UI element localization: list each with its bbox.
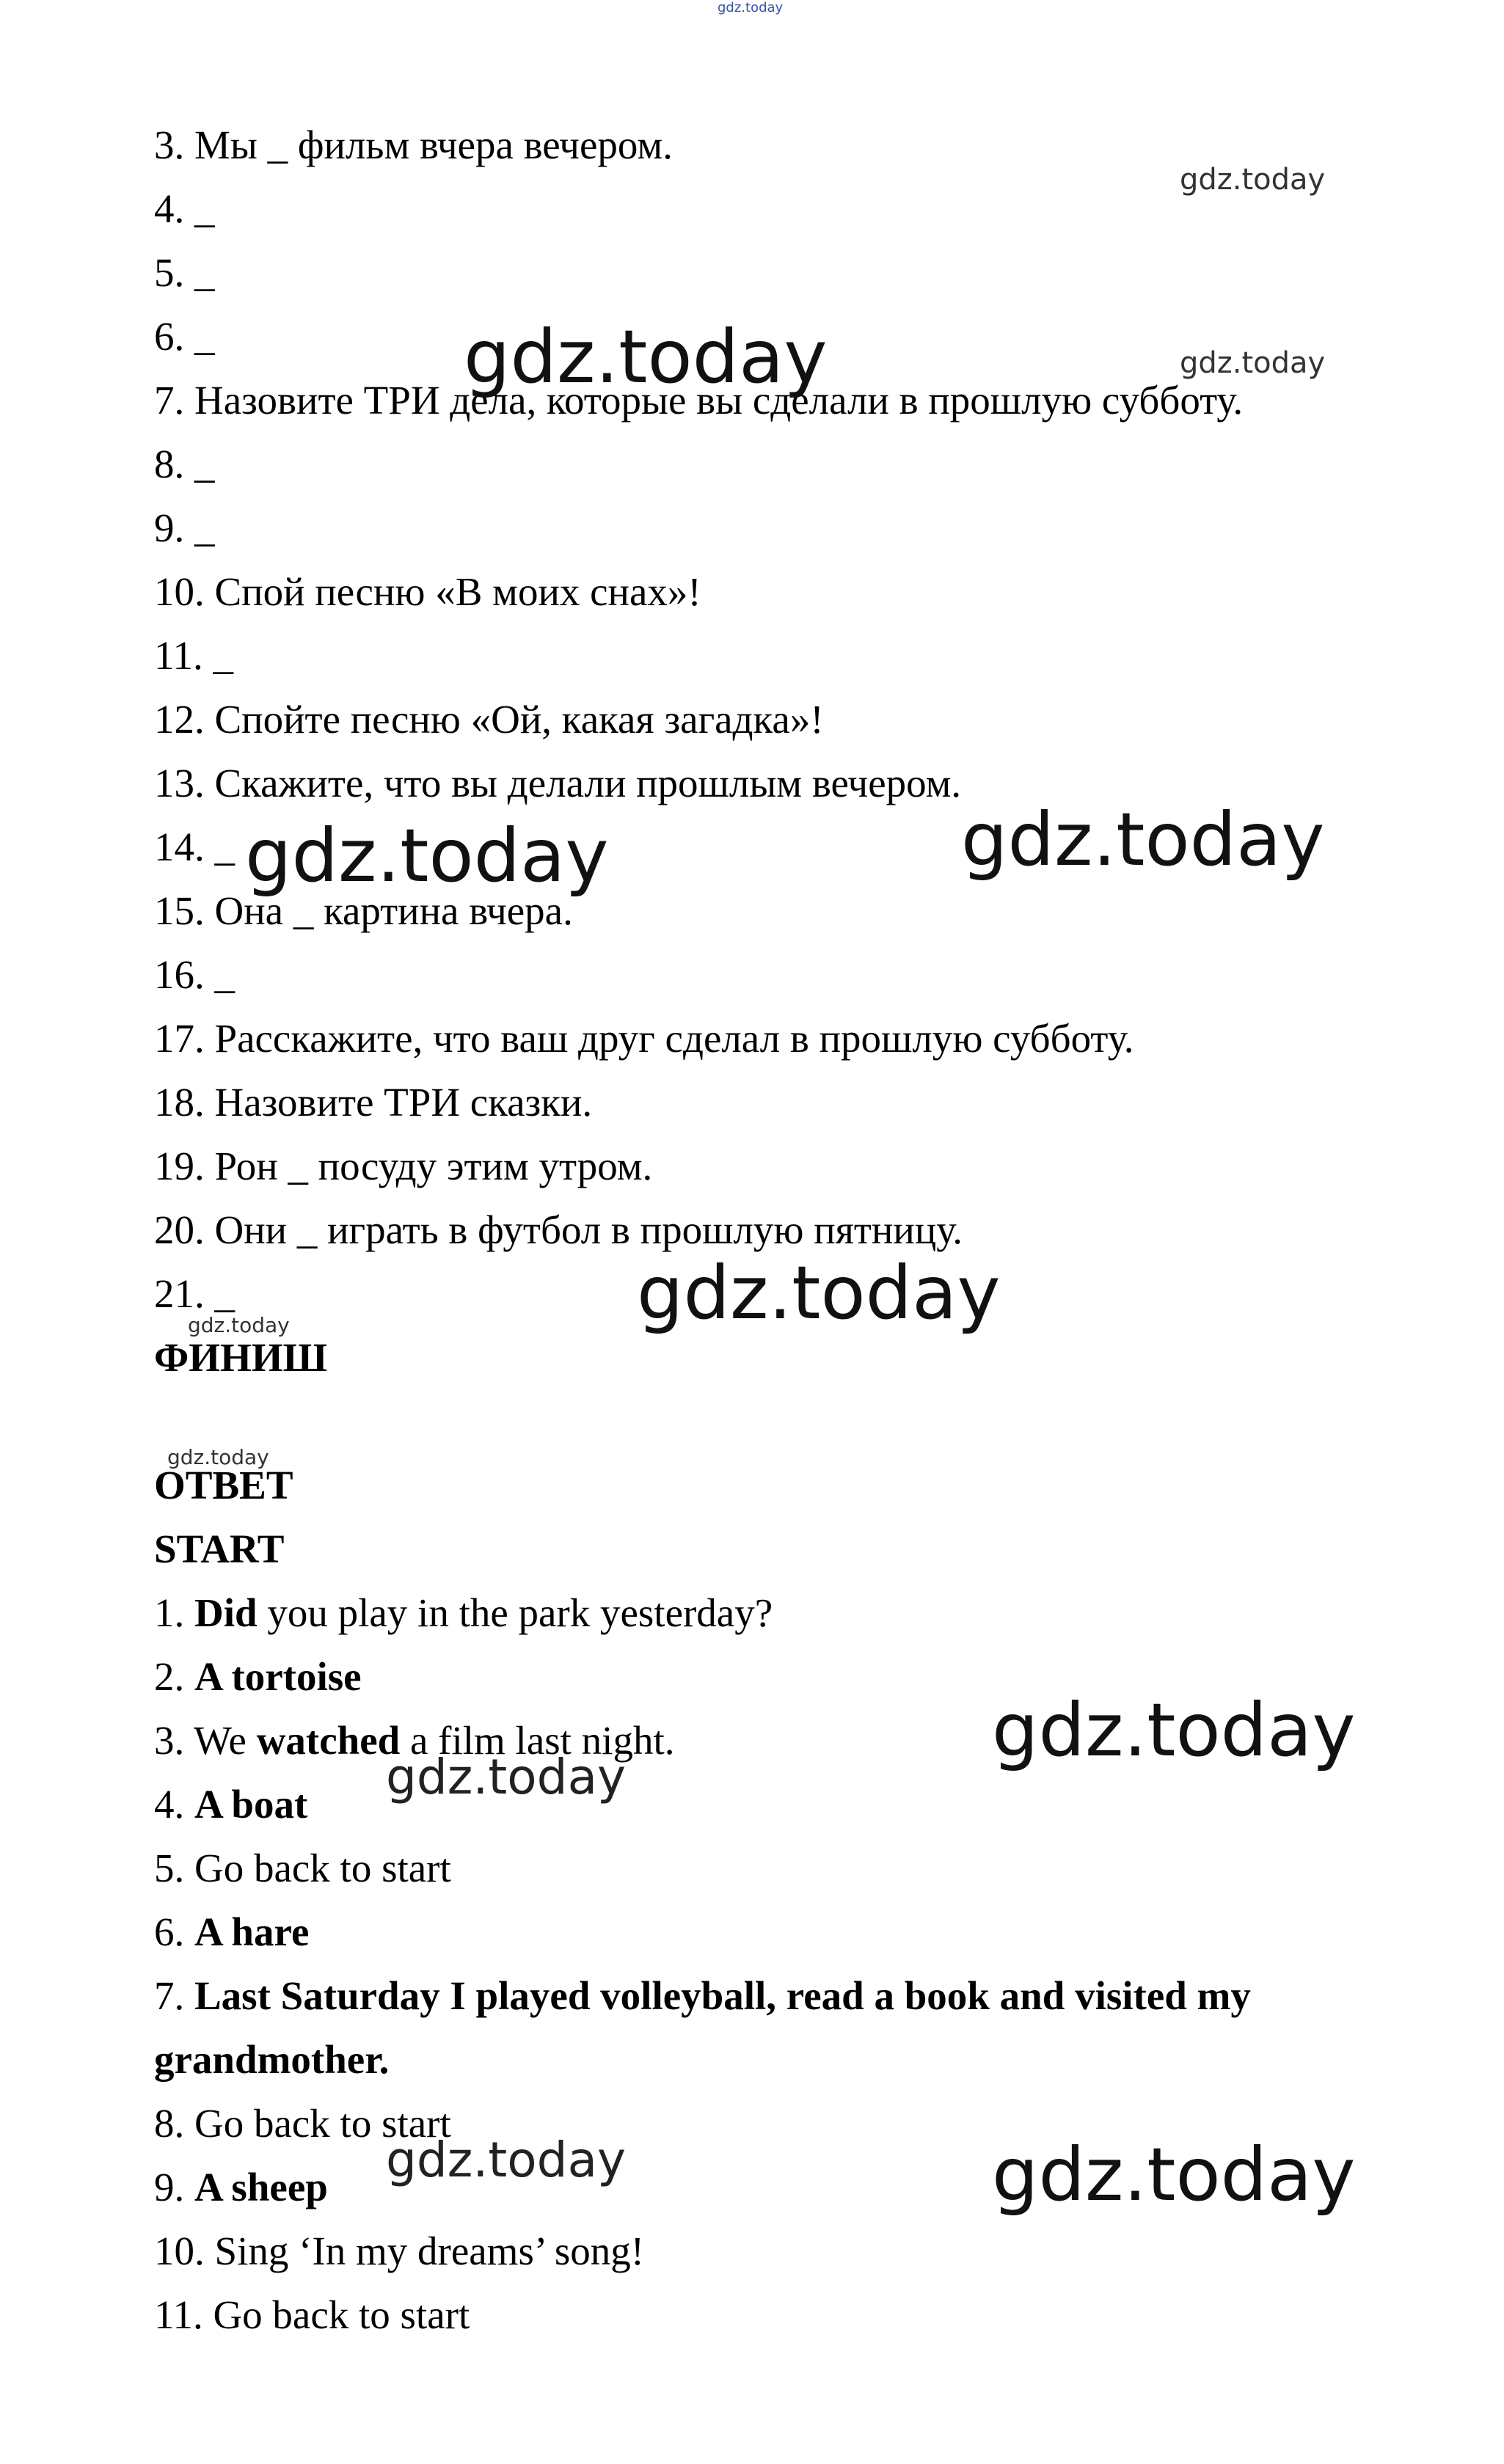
answer-number: 5. Go back to start: [154, 1846, 451, 1890]
watermark: gdz.today: [992, 1687, 1356, 1773]
question-line: 16. _: [154, 952, 235, 997]
question-line: 17. Расскажите, что ваш друг сделал в прошлую субботу.: [154, 1016, 1134, 1061]
watermark: gdz.today: [992, 2132, 1356, 2218]
answer-number: 11. Go back to start: [154, 2292, 470, 2337]
answer-bold: Last Saturday I played volleyball, read a book and visited my: [194, 1973, 1251, 2018]
answer-line: [154, 1972, 1251, 2020]
answer-number: 7.: [154, 1973, 194, 2018]
answer-heading: ОТВЕТ: [154, 1463, 293, 1507]
answer-rest: you play in the park yesterday?: [257, 1590, 773, 1635]
watermark: gdz.today: [1180, 346, 1326, 380]
answer-line: [154, 2227, 644, 2275]
answer-line: [154, 1780, 307, 1829]
answer-number: 3. We: [154, 1718, 257, 1763]
answer-line: [154, 1908, 309, 1956]
question-line: 11. _: [154, 633, 233, 678]
answer-number: 10. Sing ‘In my dreams’ song!: [154, 2229, 645, 2273]
question-line: 21. _: [154, 1271, 235, 1316]
watermark: gdz.today: [718, 0, 784, 15]
answer-line: [154, 1653, 362, 1701]
answer-bold: watched: [256, 1718, 401, 1763]
answer-bold: Did: [194, 1590, 258, 1635]
question-line: 4. _: [154, 186, 215, 231]
answer-line: [154, 2291, 470, 2339]
watermark: gdz.today: [386, 2132, 627, 2188]
question-line: 19. Рон _ посуду этим утром.: [154, 1144, 653, 1188]
answer-bold: A sheep: [194, 2165, 328, 2209]
answer-line: [154, 2036, 389, 2084]
start-heading: START: [154, 1527, 285, 1571]
answer-rest: a film last night.: [400, 1718, 675, 1763]
finish-heading: ФИНИШ: [154, 1335, 327, 1380]
watermark: gdz.today: [961, 797, 1325, 882]
watermark: gdz.today: [386, 1749, 627, 1805]
answer-bold: grandmother.: [154, 2037, 390, 2082]
watermark: gdz.today: [188, 1313, 290, 1337]
question-line: 13. Скажите, что вы делали прошлым вечером.: [154, 761, 962, 805]
question-line: 5. _: [154, 250, 215, 295]
answer-number: 8. Go back to start: [154, 2101, 451, 2146]
answer-number: 1.: [154, 1590, 194, 1635]
question-line: 20. Они _ играть в футбол в прошлую пятницу.: [154, 1207, 963, 1252]
answer-number: 2.: [154, 1654, 194, 1699]
question-line: 12. Спойте песню «Ой, какая загадка»!: [154, 697, 824, 742]
watermark: gdz.today: [245, 813, 609, 899]
watermark: gdz.today: [1180, 163, 1326, 197]
watermark: gdz.today: [464, 314, 828, 400]
question-line: 15. Она _ картина вчера.: [154, 888, 573, 933]
question-line: 7. Назовите ТРИ дела, которые вы сделали в прошлую субботу.: [154, 378, 1244, 423]
question-line: 3. Мы _ фильм вчера вечером.: [154, 123, 673, 167]
question-line: 18. Назовите ТРИ сказки.: [154, 1080, 593, 1125]
question-line: 9. _: [154, 505, 215, 550]
answer-bold: A boat: [194, 1782, 308, 1827]
question-line: 6. _: [154, 314, 215, 359]
answer-line: [154, 1589, 773, 1637]
answer-bold: A tortoise: [194, 1654, 362, 1699]
watermark: gdz.today: [637, 1250, 1001, 1336]
answer-number: 4.: [154, 1782, 194, 1827]
question-line: 14. _: [154, 825, 235, 869]
answer-line: [154, 1844, 451, 1893]
answer-number: 6.: [154, 1909, 194, 1954]
question-line: 10. Спой песню «В моих снах»!: [154, 569, 701, 614]
answer-number: 9.: [154, 2165, 194, 2209]
question-line: 8. _: [154, 442, 215, 486]
answer-bold: A hare: [194, 1909, 310, 1954]
watermark: gdz.today: [167, 1445, 269, 1469]
answer-line: [154, 2163, 328, 2212]
